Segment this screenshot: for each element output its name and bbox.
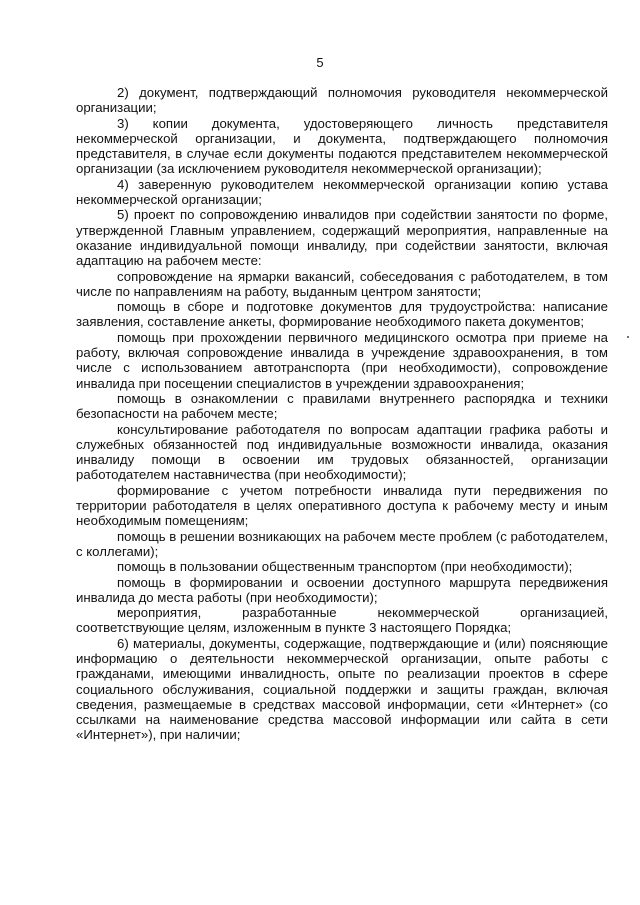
paragraph-subitem: помощь при прохождении первичного медицинского осмотра при приеме на работу, включая сопровождение инвалида в учреждение здравоохранения, в том числе с использованием автотранспорта (при необходимости), сопровождение инвалида при посещении специалистов в учреждении здравоохранения;: [76, 329, 608, 391]
document-body: [76, 85, 608, 743]
paragraph-item-3: 3) копии документа, удостоверяющего личность представителя некоммерческой организации, и документа, подтверждающего полномочия представителя, в случае если документы подаются представителем некоммерческой организации (за исключением руководителя некоммерческой организации);: [76, 115, 608, 177]
paragraph-subitem: помощь в сборе и подготовке документов для трудоустройства: написание заявления, составление анкеты, формирование необходимого пакета документов;: [76, 299, 608, 330]
paragraph-subitem: консультирование работодателя по вопросам адаптации графика работы и служебных обязанностей под индивидуальные возможности инвалида, оказания инвалиду помощи в освоении им трудовых обязанностей, организации работодателем наставничества (при необходимости);: [76, 421, 608, 483]
paragraph-item-4: 4) заверенную руководителем некоммерческой организации копию устава некоммерческой организации;: [76, 176, 608, 208]
paragraph-subitem: формирование с учетом потребности инвалида пути передвижения по территории работодателя в целях оперативного доступа к рабочему месту и иным необходимым помещениям;: [76, 482, 608, 529]
paragraph-item-6: 6) материалы, документы, содержащие, подтверждающие и (или) поясняющие информацию о деятельности некоммерческой организации, опыте работы с гражданами, имеющими инвалидность, опыте по реализации проектов в сфере социального обслуживания, социальной поддержки и защиты граждан, включая сведения, размещаемые в средствах массовой информации, сети «Интернет» (со ссылками на наименование средства массовой информации или сайта в сети «Интернет»), при наличии;: [76, 635, 608, 743]
page-number: 5: [316, 55, 324, 70]
paragraph-item-5: 5) проект по сопровождению инвалидов при содействии занятости по форме, утвержденной Главным управлением, содержащий мероприятия, направленные на оказание индивидуальной помощи инвалиду, при содействии занятости, включая адаптацию на рабочем месте:: [76, 207, 608, 269]
paragraph-subitem: помощь в ознакомлении с правилами внутреннего распорядка и техники безопасности на рабочем месте;: [76, 390, 608, 422]
paragraph-subitem: мероприятия, разработанные некоммерческой организацией, соответствующие целям, изложенным в пункте 3 настоящего Порядка;: [76, 605, 608, 636]
scan-speck: [627, 336, 629, 338]
paragraph-subitem: помощь в формировании и освоении доступного маршрута передвижения инвалида до места работы (при необходимости);: [76, 574, 608, 605]
paragraph-subitem: сопровождение на ярмарки вакансий, собеседования с работодателем, в том числе по направлениям на работу, выданным центром занятости;: [76, 268, 608, 299]
paragraph-subitem: помощь в пользовании общественным транспортом (при необходимости);: [117, 559, 573, 575]
paragraph-item-2: 2) документ, подтверждающий полномочия руководителя некоммерческой организации;: [76, 85, 608, 116]
paragraph-subitem: помощь в решении возникающих на рабочем месте проблем (с работодателем, с коллегами);: [76, 528, 608, 559]
